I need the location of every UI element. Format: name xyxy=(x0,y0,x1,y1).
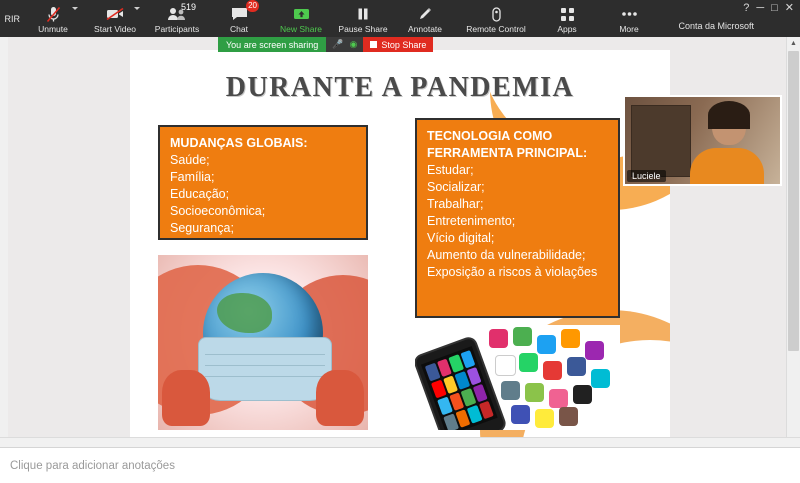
toolbar-more-button[interactable] xyxy=(598,0,660,37)
app-icon xyxy=(513,327,532,346)
scroll-up-arrow-icon[interactable]: ▲ xyxy=(787,37,800,50)
toolbar-items xyxy=(22,0,660,37)
toolbar-unmute-button[interactable] xyxy=(22,0,84,37)
right-box-item: Socializar; xyxy=(427,180,485,194)
thumbnail-person-body xyxy=(690,148,764,186)
chevron-up-icon[interactable] xyxy=(72,7,78,10)
app-icon xyxy=(535,409,554,428)
app-icon xyxy=(501,381,520,400)
toolbar-apps-label: Apps xyxy=(557,23,577,34)
screen-share-status-bar xyxy=(218,37,433,52)
toolbar-remote-control-button[interactable] xyxy=(456,0,536,37)
hand-right-shape xyxy=(316,370,364,426)
mic-icon[interactable]: 🎤 xyxy=(332,39,344,49)
shared-screen-stage xyxy=(0,37,800,447)
toolbar-spacer xyxy=(660,0,743,37)
stop-share-label: Stop Share xyxy=(381,39,427,50)
app-icon xyxy=(559,407,578,426)
toolbar-start-video-button[interactable] xyxy=(84,0,146,37)
pause-icon xyxy=(356,6,370,23)
app-icon xyxy=(537,335,556,354)
toolbar-new-share-label: New Share xyxy=(279,23,323,34)
app-icon xyxy=(567,357,586,376)
left-box-item: Segurança; xyxy=(170,221,234,235)
left-box-item: Educação; xyxy=(170,187,230,201)
right-box-item: Vício digital; xyxy=(427,231,495,245)
smartphone-apps-photo xyxy=(415,325,620,430)
close-button[interactable]: ✕ xyxy=(784,2,794,14)
toolbar-pause-share-button[interactable] xyxy=(332,0,394,37)
phone-screen xyxy=(421,346,498,430)
right-box-heading-line2: FERRAMENTA PRINCIPAL: xyxy=(427,146,588,160)
chat-icon xyxy=(231,6,248,23)
toolbar-participants-label: Participants xyxy=(154,23,200,34)
toolbar-remote-control-label: Remote Control xyxy=(466,23,526,34)
zoom-toolbar xyxy=(0,0,800,37)
left-box-heading: MUDANÇAS GLOBAIS: xyxy=(170,136,308,150)
left-gutter xyxy=(0,37,8,447)
toolbar-apps-button[interactable] xyxy=(536,0,598,37)
face-mask-icon xyxy=(198,337,332,401)
window-controls xyxy=(743,0,800,37)
thumbnail-bookshelf xyxy=(631,105,691,177)
thumbnail-person-hair xyxy=(708,101,750,129)
right-box-heading-line1: TECNOLOGIA COMO xyxy=(427,129,553,143)
right-box-item: Estudar; xyxy=(427,163,474,177)
left-box-item: Família; xyxy=(170,170,215,184)
toolbar-participants-button[interactable] xyxy=(146,0,208,37)
toolbar-left-stub: RIR xyxy=(4,13,20,24)
toolbar-start-video-label: Start Video xyxy=(94,23,136,34)
app-icon xyxy=(495,355,516,376)
mic-muted-icon xyxy=(46,6,61,23)
presentation-slide xyxy=(130,50,670,440)
stop-square-icon xyxy=(370,41,377,48)
participant-video-thumbnail[interactable] xyxy=(623,95,782,186)
video-off-icon xyxy=(106,6,125,23)
toolbar-chat-button[interactable] xyxy=(208,0,270,37)
right-box-item: Exposição a riscos à violações xyxy=(427,265,598,279)
share-screen-icon xyxy=(293,6,310,23)
toolbar-annotate-label: Annotate xyxy=(407,23,443,34)
toolbar-pause-share-label: Pause Share xyxy=(338,23,388,34)
maximize-button[interactable]: □ xyxy=(771,2,778,14)
participant-name-label: Luciele xyxy=(627,170,666,182)
right-box-item: Entretenimento; xyxy=(427,214,516,228)
participants-count: 519 xyxy=(180,2,196,12)
pencil-icon xyxy=(418,6,433,23)
sharing-media-controls xyxy=(326,37,363,52)
notes-placeholder: Clique para adicionar anotações xyxy=(10,459,175,472)
toolbar-new-share-button[interactable] xyxy=(270,0,332,37)
app-icon xyxy=(543,361,562,380)
app-icon xyxy=(549,389,568,408)
sharing-status-text: You are screen sharing xyxy=(218,37,326,52)
account-label: Conta da Microsoft xyxy=(678,21,754,31)
right-box-item: Aumento da vulnerabilidade; xyxy=(427,248,586,262)
help-button[interactable]: ? xyxy=(743,2,750,14)
remote-control-icon xyxy=(489,6,504,23)
toolbar-chat-label: Chat xyxy=(230,23,248,34)
app-icon xyxy=(573,385,592,404)
toolbar-more-label: More xyxy=(619,23,639,34)
notes-divider xyxy=(0,437,800,447)
chevron-up-icon[interactable] xyxy=(134,7,140,10)
video-on-icon[interactable]: ◉ xyxy=(349,39,358,49)
chat-unread-badge: 20 xyxy=(248,1,257,10)
notes-bar[interactable] xyxy=(0,447,800,483)
app-icon xyxy=(511,405,530,424)
smartphone-icon xyxy=(415,335,508,430)
toolbar-annotate-button[interactable] xyxy=(394,0,456,37)
more-dots-icon xyxy=(621,6,638,23)
app-icon xyxy=(591,369,610,388)
app-icon xyxy=(561,329,580,348)
hand-left-shape xyxy=(162,370,210,426)
left-box-item: Socioeconômica; xyxy=(170,204,266,218)
globe-with-mask-photo xyxy=(158,255,368,430)
app-icon xyxy=(519,353,538,372)
toolbar-unmute-label: Unmute xyxy=(38,23,68,34)
scrollbar-thumb[interactable] xyxy=(788,51,799,351)
slide-right-text-box xyxy=(415,118,620,318)
slide-left-text-box xyxy=(158,125,368,240)
stop-share-button[interactable] xyxy=(363,37,433,52)
apps-grid-icon xyxy=(560,6,575,23)
slide-title: DURANTE A PANDEMIA xyxy=(225,72,575,103)
vertical-scrollbar[interactable] xyxy=(786,37,800,447)
app-icon xyxy=(489,329,508,348)
minimize-button[interactable]: ─ xyxy=(756,2,765,14)
right-box-item: Trabalhar; xyxy=(427,197,484,211)
left-box-item: Saúde; xyxy=(170,153,210,167)
app-icon xyxy=(525,383,544,402)
app-icon xyxy=(585,341,604,360)
